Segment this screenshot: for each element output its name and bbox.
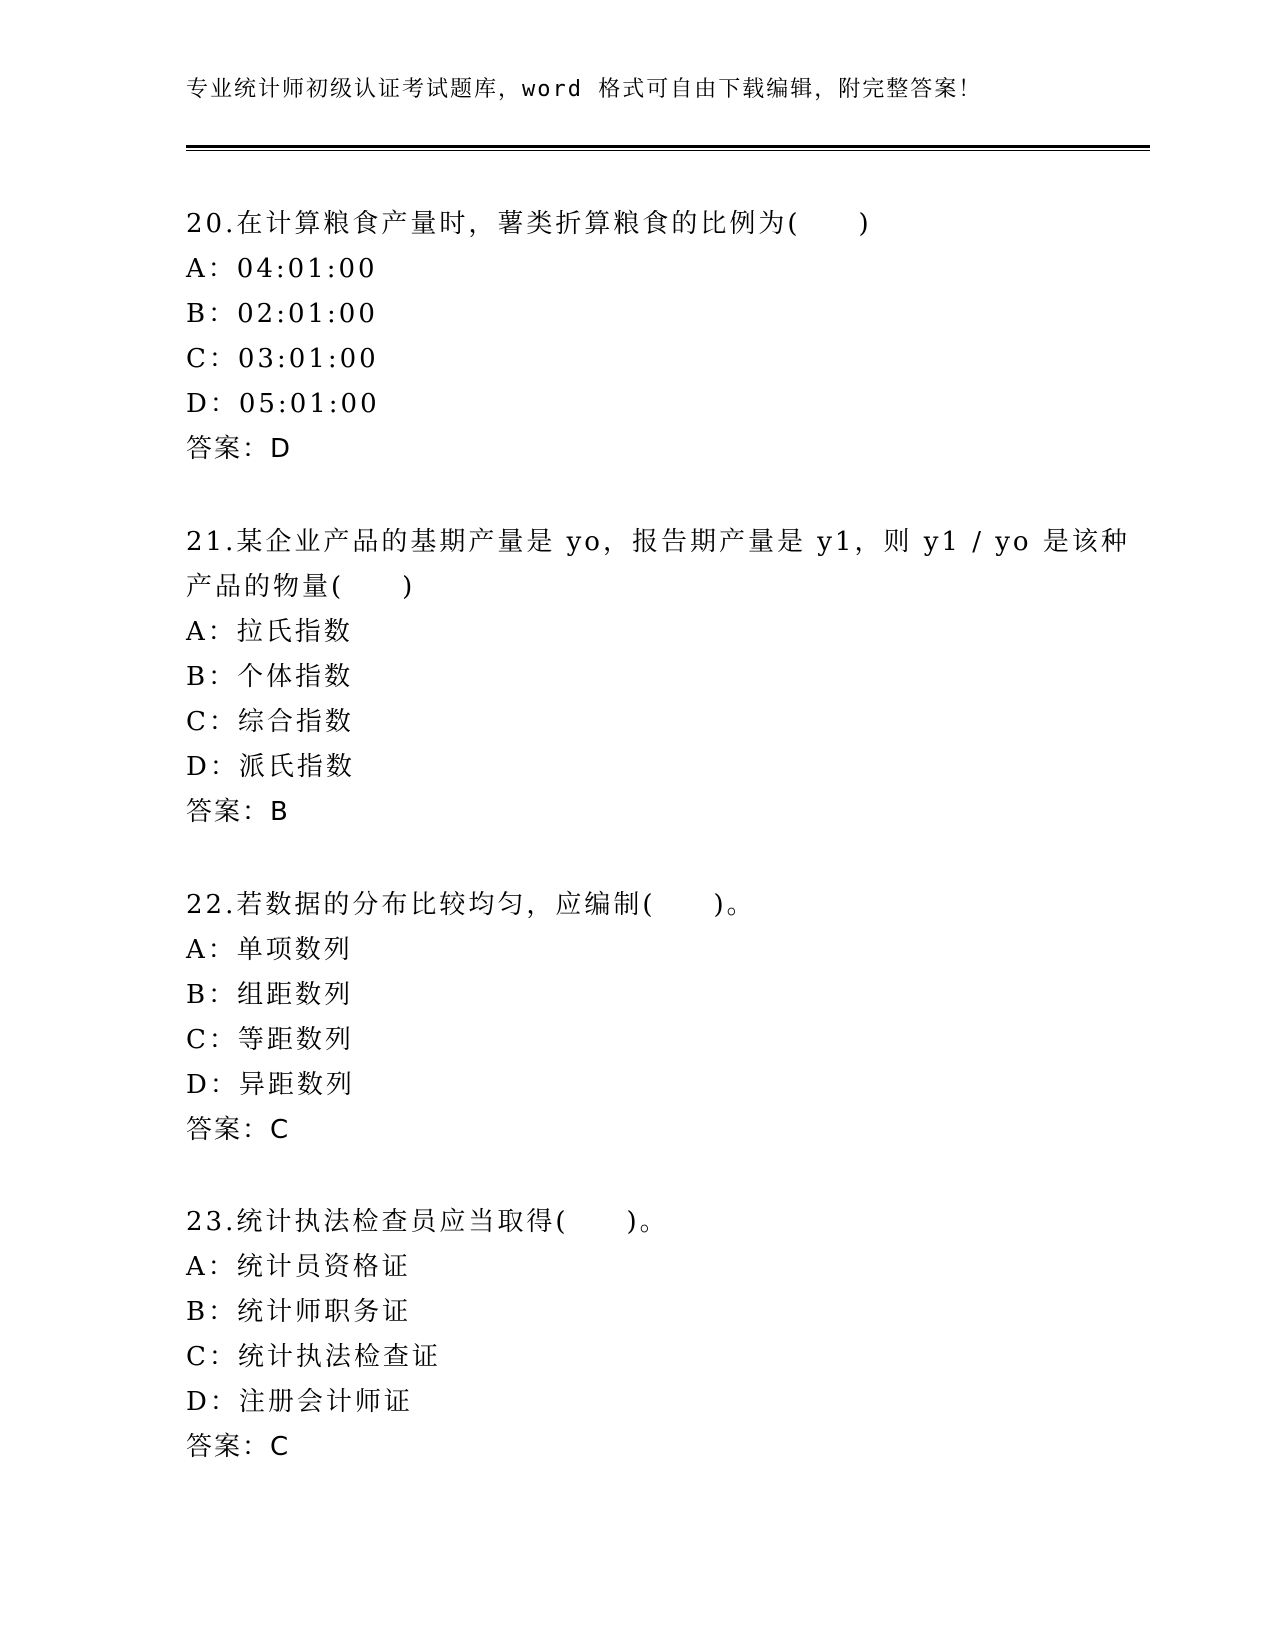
- question-stem-continued: 产品的物量( ): [186, 572, 416, 602]
- answer: 答案：B: [186, 797, 290, 827]
- option-a: A：统计员资格证: [186, 1252, 411, 1282]
- divider-thin-line: [186, 150, 1150, 151]
- option-a: A：拉氏指数: [186, 617, 353, 647]
- option-d: D：派氏指数: [186, 752, 355, 782]
- option-b: B：个体指数: [186, 662, 354, 692]
- option-d: D：05:01:00: [186, 389, 380, 419]
- question-21: [186, 520, 1130, 835]
- question-22: [186, 883, 1086, 1153]
- option-c: C：综合指数: [186, 707, 354, 737]
- option-a: A：单项数列: [186, 935, 353, 965]
- question-20: [186, 202, 1086, 472]
- option-c: C：03:01:00: [186, 344, 379, 374]
- option-a: A：04:01:00: [186, 254, 378, 284]
- page-header: 专业统计师初级认证考试题库，word 格式可自由下载编辑，附完整答案！: [186, 77, 983, 102]
- divider-thick-line: [186, 145, 1150, 148]
- option-b: B：组距数列: [186, 980, 354, 1010]
- option-d: D：注册会计师证: [186, 1387, 413, 1417]
- answer: 答案：C: [186, 1115, 291, 1145]
- option-c: C：统计执法检查证: [186, 1342, 441, 1372]
- question-stem: 23.统计执法检查员应当取得( )。: [186, 1207, 669, 1237]
- option-c: C：等距数列: [186, 1025, 354, 1055]
- option-b: B：统计师职务证: [186, 1297, 412, 1327]
- header-divider: [186, 145, 1150, 151]
- question-23: [186, 1200, 1086, 1470]
- question-stem: 21.某企业产品的基期产量是 yo，报告期产量是 y1，则 y1 / yo 是该种: [186, 527, 1130, 557]
- answer: 答案：D: [186, 434, 293, 464]
- question-stem: 20.在计算粮食产量时，薯类折算粮食的比例为( ): [186, 209, 872, 239]
- question-stem: 22.若数据的分布比较均匀，应编制( )。: [186, 890, 756, 920]
- option-d: D：异距数列: [186, 1070, 355, 1100]
- option-b: B：02:01:00: [186, 299, 378, 329]
- answer: 答案：C: [186, 1432, 291, 1462]
